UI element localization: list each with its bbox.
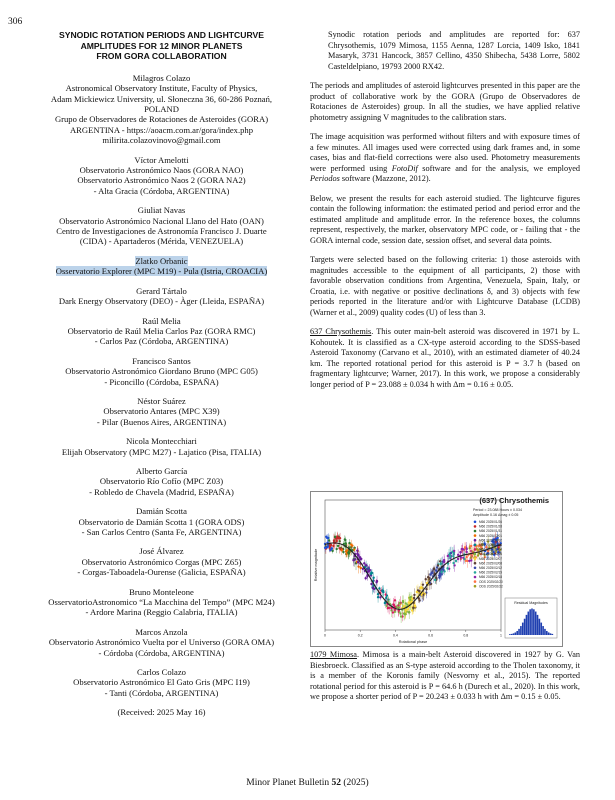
data-point	[409, 599, 411, 601]
legend-marker	[474, 521, 477, 524]
data-point	[350, 543, 352, 545]
data-point	[408, 602, 410, 604]
paragraph-methods	[310, 132, 580, 185]
page-number: 306	[8, 17, 23, 27]
highlighted-text: Zlatko Orbanic	[135, 255, 188, 266]
author-affiliation: - Carlos Paz (Córdoba, ARGENTINA)	[94, 336, 229, 347]
author-name: Néstor Suárez	[137, 395, 186, 406]
data-point	[413, 597, 415, 599]
data-point	[364, 577, 366, 579]
data-point	[433, 567, 435, 569]
author-affiliation: - Robledo de Chavela (Madrid, ESPAÑA)	[89, 486, 234, 497]
author-affiliation: milirita.colazovinovo@gmail.com	[102, 135, 221, 146]
author-block	[20, 286, 303, 307]
data-point	[341, 549, 343, 551]
data-point	[459, 551, 461, 553]
title-line: SYNODIC ROTATION PERIODS AND LIGHTCURVE	[59, 30, 264, 40]
data-point	[405, 609, 407, 611]
author-list	[20, 73, 303, 699]
legend-entry: M66 2025/02/15	[479, 570, 503, 575]
author-name: Francisco Santos	[132, 355, 191, 366]
author-block	[20, 256, 303, 277]
data-point	[363, 562, 365, 564]
histogram-bar	[520, 626, 522, 635]
data-point	[344, 539, 346, 541]
histogram-bar	[537, 615, 539, 635]
data-point	[399, 612, 401, 614]
histogram-bar	[542, 626, 544, 635]
right-column-bottom	[310, 650, 580, 712]
data-point	[335, 540, 337, 542]
data-point	[379, 596, 381, 598]
author-affiliation	[20, 266, 303, 276]
x-axis-label: Rotational phase	[398, 640, 428, 644]
histogram-bar	[552, 634, 554, 635]
histogram-bar	[533, 609, 535, 635]
author-affiliation: Grupo de Observadores de Rotaciones de Asteroides (GORA)	[54, 114, 269, 125]
author-block	[20, 546, 303, 577]
software-periodos: Periodos	[310, 174, 340, 183]
legend-entry: M66 2025/02/02	[479, 538, 503, 543]
author-affiliation: Observatorio Astronómico Nacional Llano del Hato (OAN)	[59, 215, 264, 226]
legend-entry: M66 2025/02/01	[479, 533, 503, 538]
data-point	[418, 590, 420, 592]
highlighted-text: Osservatorio Explorer (MPC M19) - Pula (Istria, CROACIA)	[55, 266, 268, 277]
data-point	[431, 572, 433, 574]
histogram-bar	[539, 619, 541, 635]
x-tick-label: 0	[324, 633, 326, 638]
chart-amplitude-label: Amplitude 0.16 Δmag ± 0.05	[473, 513, 519, 517]
author-name: Raúl Melia	[142, 315, 181, 326]
histogram-bar	[513, 633, 515, 635]
data-point	[398, 606, 400, 608]
author-affiliation: - Tanti (Córdoba, ARGENTINA)	[104, 687, 219, 698]
data-point	[438, 574, 440, 576]
author-name: Marcos Anzola	[135, 626, 188, 637]
data-point	[365, 564, 367, 566]
abstract: Synodic rotation periods and amplitudes are reported for: 637 Chrysothemis, 1079 Mimosa, 1155 Aenna, 1287 Lorcia, 1409 Isko, 1841 Masaryk, 3731 Hancock, 3857 Cellino, 4350 Shibecha, 5438 Lorre, 5802 Casteldelpiano, 19793 2000 RX42.	[328, 30, 580, 71]
data-point	[416, 591, 418, 593]
data-point	[402, 600, 404, 602]
data-point	[369, 569, 371, 571]
author-block	[20, 627, 303, 658]
data-point	[449, 555, 451, 557]
legend-entry: M66 2025/01/26	[479, 520, 503, 524]
x-tick-label: 0.8	[463, 633, 469, 638]
data-point	[455, 560, 457, 562]
data-point	[466, 548, 468, 550]
data-point	[400, 615, 402, 617]
author-name: Gerard Tártalo	[136, 285, 187, 296]
author-affiliation: Adam Mickiewicz University, ul. Słoneczna 36, 60-286 Poznań,	[50, 93, 273, 104]
histogram-bar	[522, 623, 524, 635]
data-point	[347, 552, 349, 554]
author-affiliation: - Ardore Marina (Reggio Calabria, ITALIA)	[85, 607, 238, 618]
author-block	[20, 587, 303, 618]
author-affiliation: - Córdoba (Córdoba, ARGENTINA)	[98, 647, 225, 658]
data-point	[357, 553, 359, 555]
software-fotodif: FotoDif	[391, 163, 418, 173]
data-point	[377, 593, 379, 595]
histogram-bar	[509, 634, 511, 635]
author-affiliation: Astronomical Observatory Institute, Faculty of Physics,	[65, 83, 258, 94]
data-point	[381, 590, 383, 592]
data-point	[404, 613, 406, 615]
legend-entry: M66 2025/02/08	[479, 561, 503, 566]
lightcurve-figure	[310, 491, 563, 647]
legend-marker	[474, 548, 477, 551]
legend-entry: M66 2025/01/31	[479, 529, 503, 534]
data-point	[465, 556, 467, 558]
author-affiliation: - Pilar (Buenos Aires, ARGENTINA)	[96, 416, 227, 427]
histogram-bar	[524, 619, 526, 635]
legend-marker	[474, 553, 477, 556]
inset-title: Residual Magnitudes	[514, 601, 548, 605]
author-affiliation: Elijah Observatory (MPC M27) - Lajatico (Pisa, ITALIA)	[61, 446, 262, 457]
author-affiliation: (CIDA) - Apartaderos (Mérida, VENEZUELA)	[79, 236, 244, 247]
histogram-bar	[535, 612, 537, 635]
author-affiliation: Observatorio Astronómico Vuelta por el Universo (GORA OMA)	[48, 637, 275, 648]
data-point	[360, 558, 362, 560]
legend-marker	[474, 576, 477, 579]
data-point	[452, 555, 454, 557]
author-name: Nicola Montecchiari	[126, 436, 197, 447]
data-point	[425, 588, 427, 590]
data-point	[337, 545, 339, 547]
chart-period-label: Period = 23.088 Hours ± 0.034	[473, 508, 523, 512]
author-name: Bruno Monteleone	[129, 586, 194, 597]
data-point	[452, 562, 454, 564]
data-point	[353, 548, 355, 550]
data-point	[453, 564, 455, 566]
paragraph-mimosa	[310, 650, 580, 703]
x-tick-label: 0.4	[392, 633, 398, 638]
data-point	[414, 605, 416, 607]
data-point	[411, 609, 413, 611]
data-point	[422, 583, 424, 585]
x-tick-label: 1	[500, 633, 502, 638]
author-name	[20, 256, 303, 266]
author-name: Carlos Colazo	[137, 667, 186, 678]
legend-marker	[474, 567, 477, 570]
author-block	[20, 506, 303, 537]
legend-marker	[474, 580, 477, 583]
data-point	[385, 593, 387, 595]
data-point	[324, 547, 326, 549]
paragraph-targets: Targets were selected based on the following criteria: 1) those asteroids with magnitudes accessible to the equipment of all participants, 2) those with favorable observation conditions from Argentina, Venezuela, Spain, Italy, or Croatia, i.e. with negative or positive declinations δ, and 3) objects with few periods reported in the literature and/or with Lightcurve Database (LCDB) (Warner et al., 2009) quality codes (U) of less than 3.	[310, 255, 580, 317]
legend-entry: M66 2025/02/06	[479, 552, 503, 557]
legend-marker	[474, 585, 477, 588]
data-point	[330, 544, 332, 546]
title-line: AMPLITUDES FOR 12 MINOR PLANETS	[80, 40, 243, 51]
text-span: software and for the analysis, we employed	[417, 163, 580, 173]
author-affiliation: Dark Energy Observatory (DEO) - Àger (Lleida, ESPAÑA)	[58, 296, 265, 307]
data-point	[443, 570, 445, 572]
data-point	[443, 561, 445, 563]
paragraph-intro: The periods and amplitudes of asteroid lightcurves presented in this paper are the product of collaborative work by the GORA (Grupo de Observadores de Rotaciones de Asteroides) group. In all the studies, we have applied relative photometry assigning V magnitudes to the calibration stars.	[310, 81, 580, 122]
data-point	[435, 577, 437, 579]
left-column	[20, 30, 303, 718]
legend-marker	[474, 562, 477, 565]
chart-legend	[474, 520, 503, 588]
author-block	[20, 466, 303, 497]
histogram-bar	[526, 615, 528, 635]
data-point	[331, 547, 333, 549]
data-point	[333, 539, 335, 541]
author-affiliation: OsservatorioAstronomico “La Macchina del Tempo” (MPC M24)	[48, 597, 275, 608]
histogram-bar	[546, 631, 548, 635]
data-point	[439, 560, 441, 562]
histogram-bar	[511, 634, 513, 635]
data-point	[398, 602, 400, 604]
author-affiliation: Observatorio Astronómico El Gato Gris (MPC I19)	[73, 677, 250, 688]
author-affiliation: - Piconcillo (Córdoba, ESPAÑA)	[104, 376, 219, 387]
text-span: The image acquisition was performed without filters and with exposure times of a few minutes. All images used were corrected using dark frames and, in some cases, bias and flat-field corrections were also used. Photometry measurements were performed using	[310, 132, 580, 173]
x-tick-label: 0.6	[428, 633, 434, 638]
data-point	[425, 578, 427, 580]
data-point	[392, 611, 394, 613]
data-point	[393, 604, 395, 606]
legend-marker	[474, 539, 477, 542]
right-column	[310, 30, 580, 399]
author-block	[20, 205, 303, 247]
data-point	[339, 537, 341, 539]
author-block	[20, 155, 303, 197]
author-affiliation: Observatorio de Raúl Melia Carlos Paz (GORA RMC)	[67, 325, 256, 336]
journal-year: (2025)	[343, 778, 369, 788]
data-point	[360, 567, 362, 569]
data-point	[457, 554, 459, 556]
histogram-bar	[516, 631, 518, 635]
text-span: . This outer main-belt asteroid was discovered in 1971 by L. Kohoutek. It is classified as a CX-type asteroid according to the SDSS-based Asteroid Taxonomy (Carvano et al., 2010), with an estimated diameter of 40.24 km. The reported rotational period for this asteroid is P = 3.7 h (based on fragmentary lightcurve; Warner, 2017). In this work, we propose a considerably longer period of P = 23.088 ± 0.034 h with Δm = 0.16 ± 0.05.	[310, 327, 580, 389]
lightcurve-chart	[311, 492, 562, 646]
legend-marker	[474, 557, 477, 560]
legend-entry: ODS 2025/02/22	[479, 584, 503, 589]
data-point	[437, 564, 439, 566]
data-point	[419, 587, 421, 589]
author-affiliation: - San Carlos Centro (Santa Fe, ARGENTINA)	[81, 527, 242, 537]
legend-entry: ODS 2025/02/20	[479, 579, 503, 584]
data-point	[370, 572, 372, 574]
legend-marker	[474, 525, 477, 528]
author-affiliation: Observatorio Astronómico Giordano Bruno (MPC G05)	[65, 366, 258, 377]
data-point	[434, 579, 436, 581]
legend-marker	[474, 530, 477, 533]
author-block	[20, 73, 303, 146]
title-line: FROM GORA COLLABORATION	[96, 51, 227, 62]
data-point	[346, 549, 348, 551]
author-block	[20, 316, 303, 347]
data-point	[338, 547, 340, 549]
author-affiliation: POLAND	[144, 104, 179, 114]
author-block	[20, 667, 303, 698]
data-point	[378, 587, 380, 589]
author-affiliation: ARGENTINA - https://aoacm.com.ar/gora/index.php	[69, 124, 254, 135]
author-affiliation: - Alta Gracia (Córdoba, ARGENTINA)	[93, 185, 230, 196]
asteroid-heading: 637 Chrysothemis	[310, 327, 372, 336]
histogram-bar	[540, 623, 542, 635]
legend-entry: M66 2025/02/03	[479, 543, 503, 547]
legend-entry: M66 2025/01/28	[479, 524, 503, 529]
author-block	[20, 356, 303, 387]
x-tick-label: 0.2	[357, 633, 363, 638]
received-date: (Received: 2025 May 16)	[117, 707, 206, 718]
legend-entry: M66 2025/02/12	[479, 566, 503, 570]
data-point	[372, 587, 374, 589]
data-point	[428, 577, 430, 579]
data-point	[325, 536, 327, 538]
y-axis-label: Relative magnitude	[314, 548, 318, 582]
histogram-bar	[528, 612, 530, 635]
author-block	[20, 396, 303, 427]
x-axis-ticks	[324, 630, 502, 638]
chart-title: (637) Chrysothemis	[479, 496, 549, 505]
data-point	[429, 573, 431, 575]
data-point	[339, 540, 341, 542]
histogram-bar	[529, 609, 531, 635]
data-point	[352, 559, 354, 561]
histogram-bar	[518, 629, 520, 635]
author-affiliation: Observatorio Astronómico Naos 2 (GORA NA2)	[77, 175, 246, 186]
author-name: Milagros Colazo	[132, 72, 191, 83]
data-point	[394, 599, 396, 601]
data-point	[357, 565, 359, 567]
data-point	[447, 555, 449, 557]
data-point	[450, 552, 452, 554]
journal-name: Minor Planet Bulletin	[246, 778, 330, 788]
data-point	[334, 536, 336, 538]
text-span: software (Mazzone, 2012).	[339, 174, 431, 183]
histogram-bar	[548, 632, 550, 635]
data-point	[412, 607, 414, 609]
author-affiliation: - Corgas-Taboadela-Ourense (Galicia, ESPAÑA)	[77, 567, 246, 578]
data-point	[405, 602, 407, 604]
data-point	[413, 594, 415, 596]
histogram-bar	[550, 633, 552, 635]
text-span: . Mimosa is a main-belt Asteroid discovered in 1927 by G. Van Biesbroeck. Classified as an S-type asteroid according to the Tholen taxonomy, it is a member of the Koronis family (Nesvorny et al., 2015). The reported rotational period for this asteroid is P = 64.6 h (Durech et al., 2020). In this work, we propose a shorter period of P = 20.243 ± 0.033 h with Δm = 0.15 ± 0.05.	[310, 650, 580, 701]
paragraph-chrysothemis	[310, 327, 580, 390]
data-point	[376, 580, 378, 582]
data-point	[370, 583, 372, 585]
author-name: Alberto García	[135, 465, 188, 476]
author-affiliation: Observatorio Astronómico Corgas (MPC Z65)	[81, 556, 242, 567]
data-point	[345, 542, 347, 544]
author-name: Víctor Amelotti	[134, 154, 189, 165]
author-block	[20, 436, 303, 457]
data-point	[440, 571, 442, 573]
page-footer	[0, 778, 615, 788]
data-point	[335, 548, 337, 550]
author-name: Damián Scotta	[136, 506, 187, 517]
author-name: José Álvarez	[139, 546, 184, 557]
author-affiliation: Observatorio Antares (MPC X39)	[103, 406, 220, 417]
author-name: Giuliat Navas	[137, 205, 186, 216]
paper-title	[20, 30, 303, 62]
legend-marker	[474, 544, 477, 547]
data-point	[440, 563, 442, 565]
histogram-bar	[531, 609, 533, 636]
data-point	[408, 611, 410, 613]
paragraph-results: Below, we present the results for each asteroid studied. The lightcurve figures contain the following information: the estimated period and period error and the estimated amplitude and amplitude error. In the reference boxes, the columns represent, respectively, the marker, observatory MPC code, or - failing that - the GORA internal code, session date, session offset, and several data points.	[310, 193, 580, 245]
author-affiliation: Observatorio de Damián Scotta 1 (GORA ODS)	[78, 516, 245, 527]
data-point	[470, 559, 472, 561]
legend-entry: M66 2025/02/04	[479, 547, 503, 552]
legend-entry: M66 2025/02/07	[479, 556, 503, 561]
author-affiliation: Observatorio Río Cofío (MPC Z03)	[99, 476, 224, 487]
histogram-bar	[515, 632, 517, 635]
data-point	[356, 549, 358, 551]
data-point	[446, 567, 448, 569]
legend-marker	[474, 571, 477, 574]
legend-marker	[474, 534, 477, 537]
author-affiliation: Observatorio Astronómico Naos (GORA NAO)	[79, 165, 244, 176]
histogram-bar	[544, 629, 546, 635]
author-affiliation: Centro de Investigaciones de Astronomía Francisco J. Duarte	[56, 226, 267, 237]
legend-entry: M66 2025/02/18	[479, 575, 503, 580]
data-point	[442, 568, 444, 570]
data-point	[453, 550, 455, 552]
data-point	[357, 561, 359, 563]
data-point	[468, 547, 470, 549]
asteroid-heading: 1079 Mimosa	[310, 650, 357, 659]
data-point	[461, 548, 463, 550]
journal-volume: 52	[331, 778, 342, 788]
